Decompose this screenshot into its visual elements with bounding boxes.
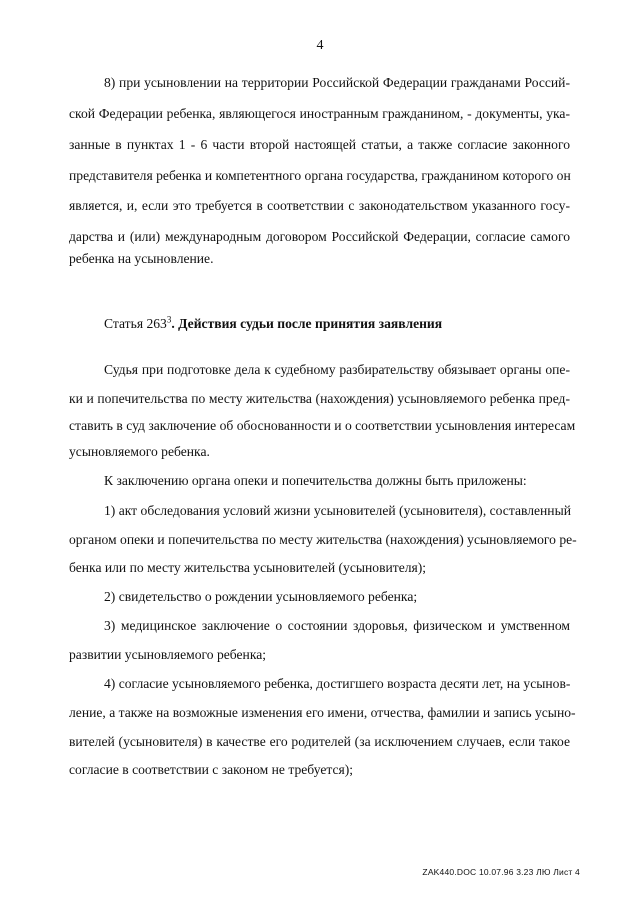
para1-line-4: усыновляемого ребенка. <box>69 444 210 459</box>
para2: К заключению органа опеки и попечительства должны быть приложены: <box>104 473 527 488</box>
article-superscript: 3 <box>166 314 172 325</box>
list1-line-1: 1) акт обследования условий жизни усыновителей (усыновителя), составленный <box>104 503 571 518</box>
list4-line-4: согласие в соответствии с законом не требуется); <box>69 762 354 777</box>
item8-line-4: представителя ребенка и компетентного органа государства, гражданином которого он <box>69 168 571 183</box>
para1-line-1: Судья при подготовке дела к судебному разбирательству обязывает органы опе- <box>104 362 570 377</box>
page-number: 4 <box>316 38 324 53</box>
item8-line-2: ской Федерации ребенка, являющегося иностранным гражданином, - документы, ука- <box>69 106 570 121</box>
list4-line-2: ление, а также на возможные изменения его имени, отчества, фамилии и запись усыно- <box>69 705 576 720</box>
para1-line-3: ставить в суд заключение об обоснованности и о соответствии усыновления интересам <box>69 418 576 433</box>
article-title: . Действия судьи после принятия заявления <box>171 316 443 331</box>
item8-line-5: является, и, если это требуется в соответствии с законодательством указанного госу- <box>69 198 570 213</box>
item8-line-3: занные в пунктах 1 - 6 части второй настоящей статьи, а также согласие законного <box>69 137 570 152</box>
article-heading <box>104 316 442 332</box>
list1-line-2: органом опеки и попечительства по месту жительства (нахождения) усыновляемого ре- <box>69 532 577 547</box>
item8-line-7: ребенка на усыновление. <box>69 251 214 266</box>
list4-line-1: 4) согласие усыновляемого ребенка, достигшего возраста десяти лет, на усынов- <box>104 676 571 691</box>
article-prefix: Статья 263 <box>104 316 167 331</box>
list3-line-1: 3) медицинское заключение о состоянии здоровья, физическом и умственном <box>104 618 570 633</box>
list4-line-3: вителей (усыновителя) в качестве его родителей (за исключением случаев, если такое <box>69 734 570 749</box>
para1-line-2: ки и попечительства по месту жительства (нахождения) усыновляемого ребенка пред- <box>69 391 570 406</box>
list2: 2) свидетельство о рождении усыновляемого ребенка; <box>104 589 418 604</box>
item8-line-1: 8) при усыновлении на территории Российской Федерации гражданами Россий- <box>104 75 570 90</box>
item8-line-6: дарства и (или) международным договором Российской Федерации, согласие самого <box>69 229 570 244</box>
list3-line-2: развитии усыновляемого ребенка; <box>69 647 267 662</box>
list1-line-3: бенка или по месту жительства усыновителей (усыновителя); <box>69 560 427 575</box>
document-footer: ZAK440.DOC 10.07.96 3.23 ЛЮ Лист 4 <box>422 867 580 877</box>
